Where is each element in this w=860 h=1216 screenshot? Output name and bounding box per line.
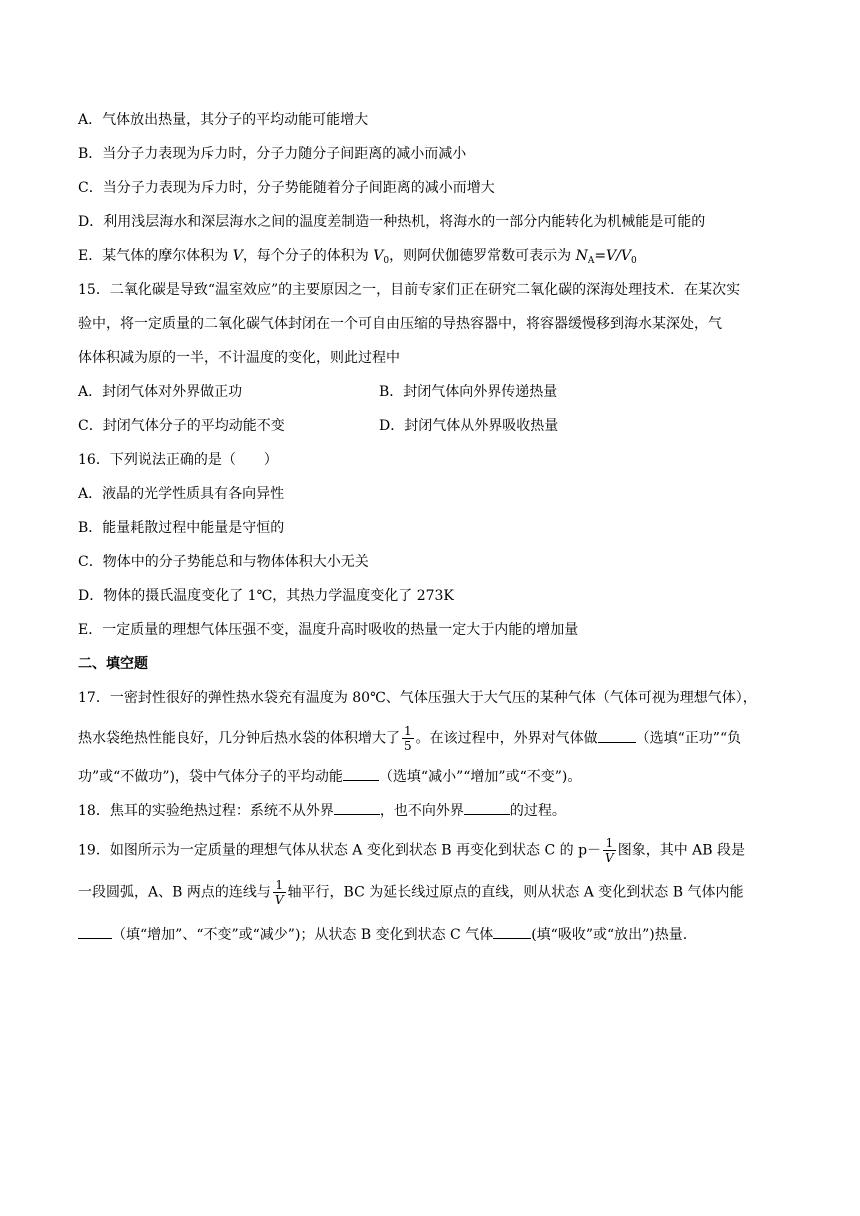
q14-option-e: E．某气体的摩尔体积为 V，每个分子的体积为 $V_0$，则阿伏伽德罗常数可表示为 $N_A=V/V_0$ xyxy=(78,248,637,266)
section-heading-fill-in: 二、填空题 xyxy=(78,656,148,672)
q15-option-b: B．封闭气体向外界传递热量 xyxy=(379,384,558,400)
q19-fraction-2: $\frac{1}{V}$ xyxy=(274,878,284,907)
q17-blank-2 xyxy=(343,766,379,781)
q15-stem-line2: 验中，将一定质量的二氧化碳气体封闭在一个可自由压缩的导热容器中，将容器缓慢移到海水某深处，气 xyxy=(78,316,722,332)
q17-fraction: $\frac{1}{5}$ xyxy=(404,724,412,753)
q16-option-d: D．物体的摄氏温度变化了 1℃，其热力学温度变化了 273K xyxy=(78,588,454,604)
q16-stem: 16．下列说法正确的是（ ） xyxy=(78,452,278,468)
q18-stem: 18．焦耳的实验绝热过程：系统不从外界 ，也不向外界 的过程。 xyxy=(78,800,566,821)
q15-option-d: D．封闭气体从外界吸收热量 xyxy=(379,418,559,434)
q17-stem-line2: 热水袋绝热性能良好，几分钟后热水袋的体积增大了 $\frac{1}{5}$ 。在该过程中，外界对气体做 （选填“正功”“负 xyxy=(78,724,742,753)
q16-option-b: B．能量耗散过程中能量是守恒的 xyxy=(78,520,285,536)
q19-blank-1 xyxy=(78,924,112,939)
q15-stem-line1: 15．二氧化碳是导致“温室效应”的主要原因之一，目前专家们正在研究二氧化碳的深海处理技术．在某次实 xyxy=(78,282,741,298)
q16-option-c: C．物体中的分子势能总和与物体体积大小无关 xyxy=(78,554,369,570)
q19-fraction-1: $\frac{1}{V}$ xyxy=(605,836,614,865)
q15-stem-line3: 体体积减为原的一半，不计温度的变化，则此过程中 xyxy=(78,350,400,366)
q19-stem-line3: （填“增加”、“不变”或“减少”)；从状态 B 变化到状态 C 气体 (填“吸收”或“放出”)热量. xyxy=(78,924,687,945)
q17-stem-line1: 17．一密封性很好的弹性热水袋充有温度为 80℃、气体压强大于大气压的某种气体（气体可视为理想气体）， xyxy=(78,690,757,706)
q14-option-c: C．当分子力表现为斥力时，分子势能随着分子间距离的减小而增大 xyxy=(78,180,495,196)
q15-option-c: C．封闭气体分子的平均动能不变 xyxy=(78,418,285,434)
q17-stem-line3: 功”或“不做功”)，袋中气体分子的平均动能 （选填“减小”“增加”或“不变”)。 xyxy=(78,766,581,787)
q14-option-d: D．利用浅层海水和深层海水之间的温度差制造一种热机，将海水的一部分内能转化为机械能是可能的 xyxy=(78,214,706,230)
q19-blank-2 xyxy=(493,924,531,939)
q14-option-b: B．当分子力表现为斥力时，分子力随分子间距离的减小而减小 xyxy=(78,146,467,162)
q17-blank-1 xyxy=(598,728,636,743)
q18-blank-2 xyxy=(464,800,510,815)
q19-stem-line2: 一段圆弧，A、B 两点的连线与 $\frac{1}{V}$ 轴平行，BC 为延长线过原点的直线，则从状态 A 变化到状态 B 气体内能 xyxy=(78,878,744,907)
q18-blank-1 xyxy=(334,800,380,815)
q16-option-a: A．液晶的光学性质具有各向异性 xyxy=(78,486,285,502)
q15-option-a: A．封闭气体对外界做正功 xyxy=(78,384,243,400)
q19-stem-line1: 19．如图所示为一定质量的理想气体从状态 A 变化到状态 B 再变化到状态 C 的 p－ $\frac{1}{V}$ 图象，其中 AB 段是 xyxy=(78,836,746,865)
q14-option-a: A．气体放出热量，其分子的平均动能可能增大 xyxy=(78,112,369,128)
q16-option-e: E．一定质量的理想气体压强不变，温度升高时吸收的热量一定大于内能的增加量 xyxy=(78,622,579,638)
